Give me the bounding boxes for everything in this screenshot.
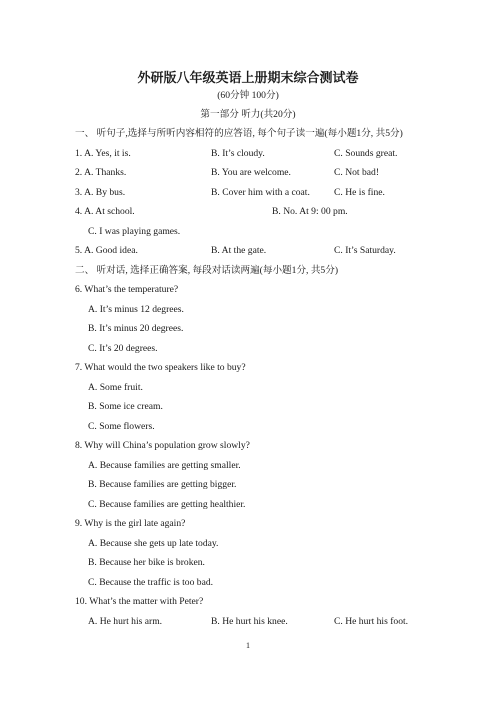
question-option: C. Sounds great. bbox=[334, 148, 398, 159]
question-stem: 7. What would the two speakers like to buy? bbox=[75, 362, 246, 373]
question-option: C. Some flowers. bbox=[88, 421, 155, 432]
question-option: 3. A. By bus. bbox=[75, 187, 126, 198]
question-option: B. You are welcome. bbox=[211, 167, 291, 178]
question-option: B. Cover him with a coat. bbox=[211, 187, 310, 198]
question-option: B. At the gate. bbox=[211, 245, 267, 256]
question-option: C. It’s Saturday. bbox=[334, 245, 396, 256]
question-option: B. He hurt his knee. bbox=[211, 616, 288, 627]
question-option: C. He hurt his foot. bbox=[334, 616, 409, 627]
page-title: 外研版八年级英语上册期末综合测试卷 bbox=[137, 71, 359, 86]
section-heading: 二、 听对话, 选择正确答案, 每段对话读两遍(每小题1分, 共5分) bbox=[75, 265, 339, 276]
question-option: 4. A. At school. bbox=[75, 206, 135, 217]
question-stem: 9. Why is the girl late again? bbox=[75, 518, 186, 529]
question-option: C. I was playing games. bbox=[88, 226, 181, 237]
question-option: B. It’s cloudy. bbox=[211, 148, 265, 159]
question-option: A. It’s minus 12 degrees. bbox=[88, 304, 184, 315]
question-option: C. Because the traffic is too bad. bbox=[88, 577, 214, 588]
exam-subtitle: (60分钟 100分) bbox=[217, 90, 279, 101]
question-option: A. Because she gets up late today. bbox=[88, 538, 219, 549]
question-option: B. It’s minus 20 degrees. bbox=[88, 323, 184, 334]
part-heading: 第一部分 听力(共20分) bbox=[200, 109, 296, 120]
question-option: A. He hurt his arm. bbox=[88, 616, 163, 627]
question-option: B. No. At 9: 00 pm. bbox=[272, 206, 348, 217]
question-option: C. He is fine. bbox=[334, 187, 385, 198]
question-option: C. It’s 20 degrees. bbox=[88, 343, 158, 354]
page-number: 1 bbox=[246, 641, 250, 650]
question-stem: 6. What’s the temperature? bbox=[75, 284, 179, 295]
question-option: C. Not bad! bbox=[334, 167, 380, 178]
question-option: 2. A. Thanks. bbox=[75, 167, 127, 178]
question-stem: 10. What’s the matter with Peter? bbox=[75, 596, 204, 607]
question-stem: 8. Why will China’s population grow slowly? bbox=[75, 440, 250, 451]
question-option: A. Because families are getting smaller. bbox=[88, 460, 241, 471]
question-option: B. Some ice cream. bbox=[88, 401, 163, 412]
question-option: B. Because her bike is broken. bbox=[88, 557, 205, 568]
question-option: 5. A. Good idea. bbox=[75, 245, 138, 256]
question-option: B. Because families are getting bigger. bbox=[88, 479, 237, 490]
question-option: A. Some fruit. bbox=[88, 382, 143, 393]
question-option: 1. A. Yes, it is. bbox=[75, 148, 131, 159]
section-heading: 一、 听句子,选择与所听内容相符的应答语, 每个句子读一遍(每小题1分, 共5分) bbox=[75, 128, 403, 139]
question-option: C. Because families are getting healthier. bbox=[88, 499, 246, 510]
